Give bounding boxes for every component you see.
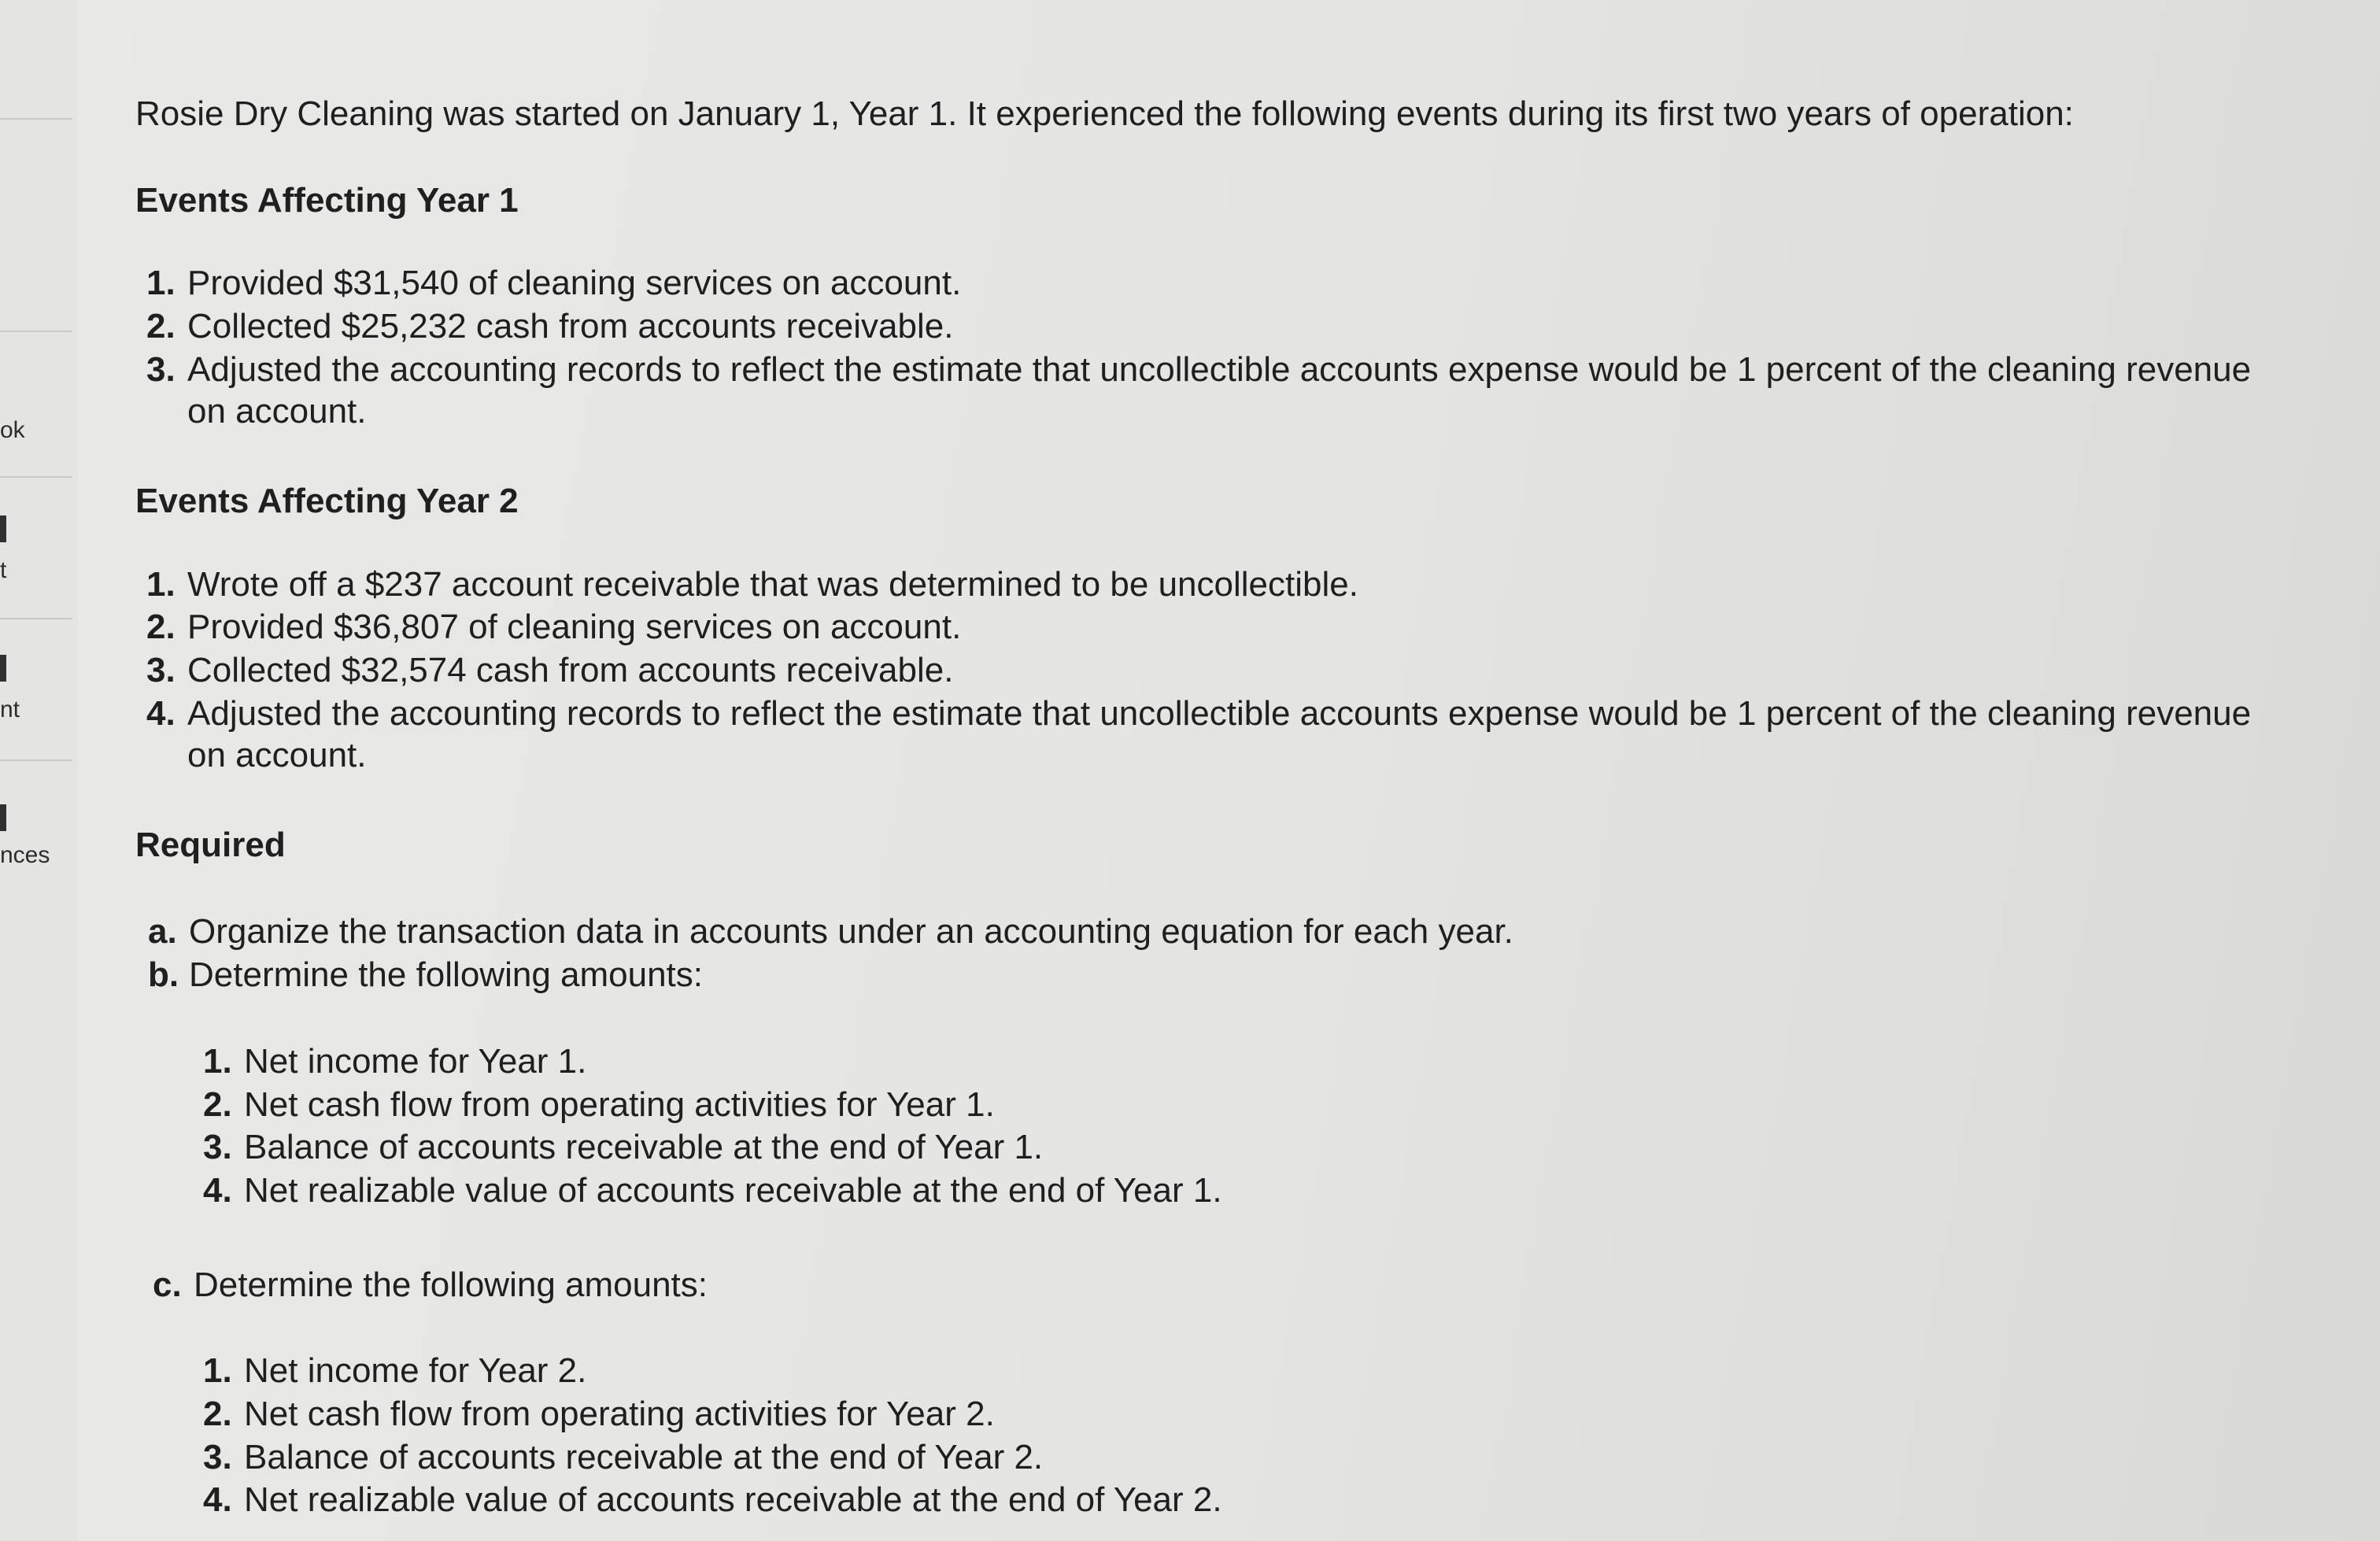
list-item <box>146 262 2260 305</box>
item-number: 2. <box>203 1085 232 1124</box>
list-item <box>148 911 2260 953</box>
part-text: Organize the transaction data in accounts under an accounting equation for each year. <box>189 911 1513 951</box>
list-item <box>203 1479 2260 1521</box>
part-c-items-list <box>203 1350 2260 1521</box>
part-letter: c. <box>153 1265 182 1304</box>
item-number: 3. <box>146 651 176 690</box>
problem-intro: Rosie Dry Cleaning was started on January 1, Year 1. It experienced the following events during its first two years of operation: <box>135 94 2074 133</box>
list-item <box>203 1170 2260 1212</box>
item-text: Adjusted the accounting records to reflect the estimate that uncollectible accounts expense would be 1 percent of the cleaning revenue on account. <box>187 349 2252 431</box>
part-text: Determine the following amounts: <box>194 1265 708 1304</box>
sidebar-divider <box>0 331 72 332</box>
item-number: 4. <box>203 1480 232 1520</box>
list-item <box>146 564 2260 606</box>
sidebar-item-fragment[interactable]: nt <box>0 697 20 722</box>
sidebar-item-fragment[interactable]: ok <box>0 417 25 443</box>
part-letter: a. <box>148 911 177 951</box>
required-parts-list <box>148 911 2260 996</box>
year1-heading: Events Affecting Year 1 <box>135 180 519 220</box>
sidebar-divider <box>0 476 72 478</box>
list-item <box>203 1393 2260 1436</box>
item-number: 3. <box>203 1128 232 1167</box>
sidebar-item-fragment[interactable]: t <box>0 557 7 583</box>
list-item <box>203 1350 2260 1392</box>
year2-events-list <box>146 564 2260 777</box>
list-item <box>203 1084 2260 1126</box>
item-number: 4. <box>203 1171 232 1210</box>
item-number: 1. <box>203 1042 232 1081</box>
item-text: Wrote off a $237 account receivable that was determined to be uncollectible. <box>187 564 1358 604</box>
item-number: 1. <box>146 264 176 303</box>
item-text: Collected $25,232 cash from accounts receivable. <box>187 307 954 346</box>
part-c <box>153 1264 2260 1306</box>
part-b-items-list <box>203 1040 2260 1212</box>
sidebar-divider <box>0 759 72 761</box>
item-text: Net realizable value of accounts receivable at the end of Year 1. <box>244 1171 1222 1210</box>
sidebar-divider <box>0 118 72 120</box>
list-item <box>203 1040 2260 1083</box>
list-item <box>203 1126 2260 1169</box>
item-text: Net income for Year 2. <box>244 1351 587 1391</box>
item-text: Adjusted the accounting records to reflect the estimate that uncollectible accounts expense would be 1 percent of the cleaning revenue on account. <box>187 693 2252 775</box>
sidebar-divider <box>0 618 72 619</box>
item-text: Balance of accounts receivable at the end of Year 2. <box>244 1437 1044 1476</box>
part-letter: b. <box>148 955 179 995</box>
sidebar-item-fragment[interactable]: nces <box>0 842 50 868</box>
sidebar-marker <box>0 804 6 831</box>
item-number: 2. <box>146 608 176 647</box>
item-text: Balance of accounts receivable at the end of Year 1. <box>244 1128 1044 1167</box>
item-number: 2. <box>146 307 176 346</box>
item-text: Net cash flow from operating activities for Year 1. <box>244 1085 995 1124</box>
item-text: Net income for Year 1. <box>244 1042 587 1081</box>
item-text: Net cash flow from operating activities for Year 2. <box>244 1395 995 1434</box>
list-item <box>146 649 2260 692</box>
problem-content <box>135 79 2260 1522</box>
sidebar-marker <box>0 655 6 682</box>
left-sidebar-partial <box>0 0 77 1541</box>
list-item <box>148 954 2260 996</box>
list-item <box>146 349 2260 433</box>
item-number: 4. <box>146 693 176 733</box>
year2-heading: Events Affecting Year 2 <box>135 482 519 521</box>
item-text: Net realizable value of accounts receivable at the end of Year 2. <box>244 1480 1222 1520</box>
item-text: Provided $36,807 of cleaning services on account. <box>187 608 962 647</box>
item-number: 1. <box>203 1351 232 1391</box>
sidebar-marker <box>0 516 6 542</box>
year1-events-list <box>146 262 2260 433</box>
list-item <box>146 305 2260 348</box>
part-text: Determine the following amounts: <box>189 955 703 995</box>
item-text: Collected $32,574 cash from accounts receivable. <box>187 651 954 690</box>
list-item <box>146 606 2260 649</box>
item-number: 2. <box>203 1395 232 1434</box>
item-number: 3. <box>203 1437 232 1476</box>
required-heading: Required <box>135 826 286 865</box>
list-item <box>203 1436 2260 1479</box>
list-item <box>146 693 2260 777</box>
item-number: 1. <box>146 564 176 604</box>
item-number: 3. <box>146 349 176 389</box>
item-text: Provided $31,540 of cleaning services on account. <box>187 264 962 303</box>
